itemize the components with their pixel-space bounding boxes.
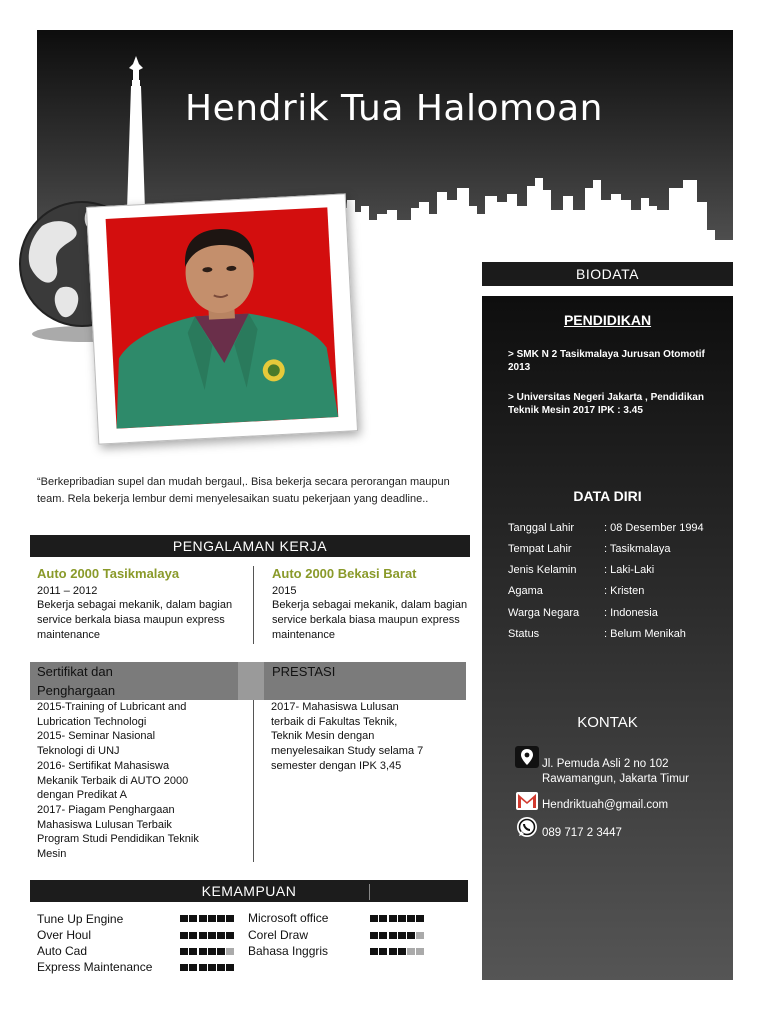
- skill-level-square: [208, 948, 216, 955]
- skill-level-square: [370, 915, 378, 922]
- skill-level-square: [180, 932, 188, 939]
- list-item: semester dengan IPK 3,45: [271, 759, 402, 772]
- list-item: Program Studi Pendidikan Teknik: [37, 833, 199, 846]
- skill-level-square: [208, 915, 216, 922]
- skill-level-square: [416, 948, 424, 955]
- skill-level-square: [180, 948, 188, 955]
- data-diri-row: [508, 522, 733, 538]
- biodata-panel: [482, 296, 733, 980]
- skill-label: Auto Cad: [37, 944, 88, 958]
- phone-text[interactable]: 089 717 2 3447: [542, 827, 622, 839]
- data-diri-heading: DATA DIRI: [573, 488, 642, 504]
- skill-level-square: [226, 948, 234, 955]
- skill-level-bar: [180, 932, 236, 940]
- skill-level-square: [189, 948, 197, 955]
- list-item: terbaik di Fakultas Teknik,: [271, 715, 398, 728]
- column-divider: [369, 884, 370, 900]
- job-period: 2011 – 2012: [37, 585, 98, 597]
- skill-level-square: [217, 964, 225, 971]
- data-diri-row: [508, 585, 733, 601]
- skill-level-square: [199, 948, 207, 955]
- skill-level-square: [389, 948, 397, 955]
- pengalaman-kerja-heading: PENGALAMAN KERJA: [30, 535, 470, 557]
- data-diri-value: : Belum Menikah: [604, 628, 686, 640]
- skill-level-bar: [180, 948, 236, 956]
- personal-summary: “Berkepribadian supel dan mudah bergaul,. Bisa bekerja secara perorangan maupun team. Rela bekerja lembur demi menyelesaikan suatu pekerjaan yang deadline..: [37, 476, 450, 505]
- data-diri-label: Agama: [508, 585, 543, 597]
- skill-level-square: [370, 932, 378, 939]
- person-name: Hendrik Tua Halomoan: [185, 88, 603, 129]
- skill-level-square: [407, 932, 415, 939]
- skill-level-square: [226, 932, 234, 939]
- skill-level-square: [217, 932, 225, 939]
- email-text[interactable]: Hendriktuah@gmail.com: [542, 799, 669, 811]
- list-item: Mesin: [37, 848, 67, 861]
- skill-level-square: [199, 932, 207, 939]
- skill-label: Microsoft office: [248, 911, 329, 925]
- biodata-tab: BIODATA: [482, 262, 733, 286]
- skill-level-bar: [370, 915, 426, 923]
- skill-level-square: [379, 932, 387, 939]
- skill-level-square: [180, 915, 188, 922]
- job-description: Bekerja sebagai mekanik, dalam bagian service berkala biasa maupun express maintenance: [37, 599, 233, 641]
- data-diri-value: : Tasikmalaya: [604, 543, 671, 555]
- skill-level-square: [189, 964, 197, 971]
- kemampuan-heading: KEMAMPUAN: [30, 880, 468, 902]
- data-diri-row: [508, 543, 733, 559]
- skill-level-bar: [370, 948, 426, 956]
- skill-level-square: [226, 964, 234, 971]
- skill-level-bar: [180, 915, 236, 923]
- data-diri-row: [508, 607, 733, 623]
- gmail-icon: [515, 790, 539, 812]
- skill-level-square: [407, 948, 415, 955]
- skill-label: Bahasa Inggris: [248, 944, 329, 958]
- skill-level-square: [226, 915, 234, 922]
- column-divider: [253, 700, 254, 862]
- job-period: 2015: [272, 585, 297, 597]
- list-item: 2015-Training of Lubricant and: [37, 701, 187, 713]
- skill-level-bar: [180, 964, 236, 972]
- sertifikat-heading-line: Sertifikat dan: [37, 664, 113, 679]
- list-item: 2017- Mahasiswa Lulusan: [271, 701, 399, 713]
- skill-level-square: [398, 948, 406, 955]
- skill-level-square: [208, 932, 216, 939]
- job-title: Auto 2000 Bekasi Barat: [272, 566, 417, 581]
- skill-level-square: [416, 932, 424, 939]
- skill-level-square: [217, 915, 225, 922]
- kontak-heading: KONTAK: [577, 714, 638, 731]
- skill-level-square: [199, 964, 207, 971]
- skill-label: Corel Draw: [248, 928, 309, 942]
- list-item: menyelesaikan Study selama 7: [271, 745, 424, 758]
- skill-level-square: [199, 915, 207, 922]
- job-title: Auto 2000 Tasikmalaya: [37, 566, 180, 581]
- list-item: dengan Predikat A: [37, 789, 127, 802]
- column-divider: [253, 566, 254, 644]
- sertifikat-list: [37, 700, 199, 862]
- grey-spacer: [238, 662, 264, 700]
- whatsapp-icon: [515, 816, 539, 838]
- address-line-1: Jl. Pemuda Asli 2 no 102: [542, 758, 669, 770]
- skill-level-square: [180, 964, 188, 971]
- list-item: 2017- Piagam Penghargaan: [37, 803, 175, 816]
- skill-level-square: [370, 948, 378, 955]
- address-line-2: Rawamangun, Jakarta Timur: [542, 773, 690, 785]
- skill-level-square: [189, 915, 197, 922]
- list-item: 2015- Seminar Nasional: [37, 730, 156, 743]
- data-diri-value: : Kristen: [604, 585, 645, 597]
- data-diri-label: Status: [508, 628, 540, 640]
- job-description: Bekerja sebagai mekanik, dalam bagian service berkala biasa maupun express maintenance: [272, 599, 468, 641]
- prestasi-list: [271, 700, 423, 774]
- skill-level-square: [379, 948, 387, 955]
- data-diri-value: : 08 Desember 1994: [604, 522, 704, 534]
- location-pin-icon: [515, 746, 539, 768]
- skill-level-square: [208, 964, 216, 971]
- profile-photo-frame: [86, 193, 358, 444]
- skill-level-square: [416, 915, 424, 922]
- skill-label: Express Maintenance: [37, 960, 153, 974]
- sertifikat-heading-line: Penghargaan: [37, 683, 116, 698]
- data-diri-label: Tanggal Lahir: [508, 522, 575, 534]
- education-item: > Universitas Negeri Jakarta , Pendidikan Teknik Mesin 2017 IPK : 3.45: [508, 392, 704, 416]
- data-diri-label: Warga Negara: [508, 607, 580, 619]
- skill-label: Over Houl: [37, 928, 92, 942]
- skill-level-square: [389, 915, 397, 922]
- list-item: Mekanik Terbaik di AUTO 2000: [37, 774, 189, 787]
- skill-level-bar: [370, 932, 426, 940]
- data-diri-label: Tempat Lahir: [508, 543, 572, 555]
- data-diri-row: [508, 564, 733, 580]
- skill-label: Tune Up Engine: [37, 912, 124, 926]
- list-item: 2016- Sertifikat Mahasiswa: [37, 759, 170, 772]
- prestasi-heading: PRESTASI: [272, 664, 336, 679]
- skill-level-square: [217, 948, 225, 955]
- data-diri-label: Jenis Kelamin: [508, 564, 577, 576]
- skill-level-square: [407, 915, 415, 922]
- data-diri-value: : Laki-Laki: [604, 564, 655, 576]
- pendidikan-heading: PENDIDIKAN: [563, 312, 652, 328]
- list-item: Lubrication Technologi: [37, 715, 147, 728]
- profile-photo: [106, 207, 339, 428]
- sertifikat-heading: [37, 662, 115, 700]
- data-diri-value: : Indonesia: [604, 607, 658, 619]
- skill-level-square: [398, 932, 406, 939]
- skill-level-square: [379, 915, 387, 922]
- skill-level-square: [398, 915, 406, 922]
- skill-level-square: [189, 932, 197, 939]
- list-item: Teknologi di UNJ: [37, 745, 120, 758]
- list-item: Teknik Mesin dengan: [271, 730, 375, 743]
- list-item: Mahasiswa Lulusan Terbaik: [37, 818, 172, 831]
- education-item: > SMK N 2 Tasikmalaya Jurusan Otomotif 2013: [508, 349, 705, 373]
- data-diri-row: [508, 628, 733, 644]
- skill-level-square: [389, 932, 397, 939]
